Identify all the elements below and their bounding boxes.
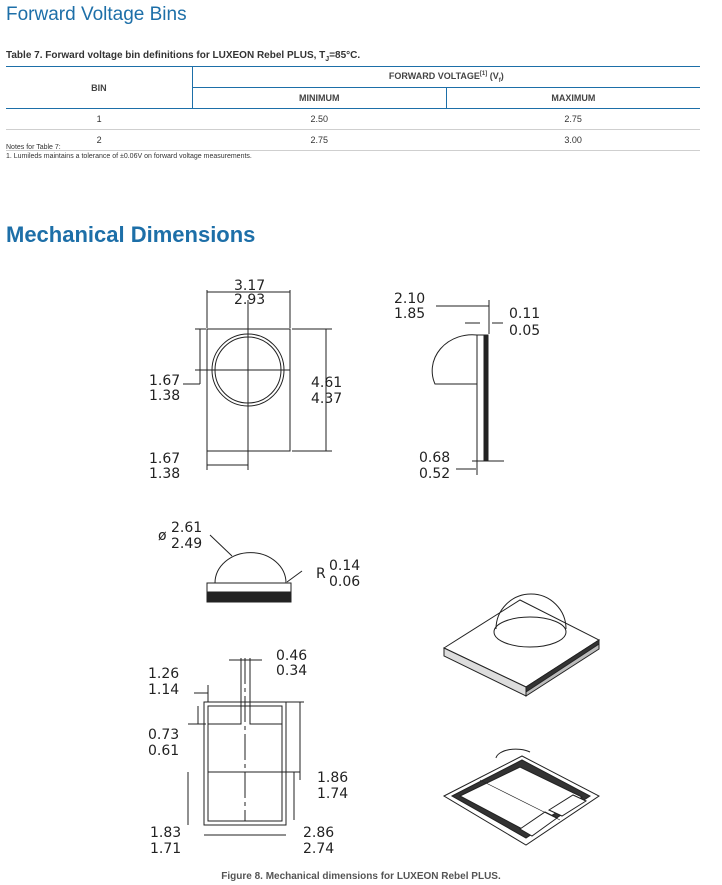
dim-dome-diameter-max: 2.61 — [171, 520, 203, 536]
dim-pad-width-min: 1.14 — [148, 682, 180, 698]
mechanical-drawing — [0, 260, 722, 870]
bottom-pad-right — [250, 706, 282, 724]
header-unit-close: ) — [500, 70, 504, 81]
dim-top-dome-offset2-max: 1.67 — [149, 451, 181, 467]
isometric-top-view — [444, 594, 599, 696]
dim-thermal-width-max: 1.83 — [150, 825, 182, 841]
section-heading-forward-voltage-bins: Forward Voltage Bins — [6, 4, 187, 25]
dim-side-thickness-min: 0.05 — [509, 323, 541, 339]
dim-thermal-width-min: 1.71 — [150, 841, 182, 857]
cell-max: 3.00 — [564, 135, 582, 145]
dim-dome-diameter-min: 2.49 — [171, 536, 203, 552]
dim-pad-width-max: 1.26 — [148, 666, 180, 682]
table-row — [6, 109, 700, 130]
iso-top-substrate — [444, 600, 599, 687]
figure-caption: Figure 8. Mechanical dimensions for LUXEON Rebel PLUS. — [221, 871, 501, 882]
dim-side-base-min: 0.52 — [419, 466, 451, 482]
side-view-dome — [432, 335, 477, 384]
cell-bin: 2 — [96, 135, 102, 145]
dim-top-dome-offset-min: 1.38 — [149, 388, 181, 404]
table-notes — [6, 143, 252, 161]
table-caption-tail: =85°C. — [329, 50, 361, 61]
bottom-pad-left — [208, 706, 241, 724]
table-header-row-1 — [6, 67, 700, 88]
header-bin: BIN — [6, 67, 192, 109]
dim-pad-height-min: 0.61 — [148, 743, 180, 759]
cell-bin: 1 — [96, 114, 102, 124]
header-minimum: MINIMUM — [192, 88, 446, 109]
dim-side-thickness-max: 0.11 — [509, 306, 541, 322]
header-unit-sub: f — [498, 77, 501, 84]
dim-top-height-max: 4.61 — [311, 375, 343, 391]
dim-radius-max: 0.14 — [329, 558, 361, 574]
forward-voltage-bin-table — [6, 66, 700, 151]
iso-bottom-dome — [496, 749, 530, 758]
dim-dome-diameter-symbol: ø — [158, 528, 167, 544]
notes-title: Notes for Table 7: — [6, 144, 61, 151]
header-footnote-ref: [1] — [479, 70, 488, 77]
dim-pad-gap-min: 0.34 — [276, 663, 308, 679]
dim-thermal-height-max: 1.86 — [317, 770, 349, 786]
table-caption-text: Table 7. Forward voltage bin definitions for LUXEON Rebel PLUS, T — [6, 50, 326, 61]
front-view-dome — [215, 553, 286, 583]
dim-top-width-min: 2.93 — [234, 292, 266, 308]
table-caption — [6, 50, 360, 63]
side-view-body — [477, 335, 484, 461]
dim-side-height-min: 1.85 — [394, 306, 426, 322]
dim-thermal-offset-min: 2.74 — [303, 841, 335, 857]
dim-side-base-max: 0.68 — [419, 450, 451, 466]
isometric-bottom-view — [444, 749, 599, 845]
top-view — [149, 278, 342, 482]
iso-top-dome — [496, 594, 566, 629]
header-forward-voltage — [192, 67, 700, 88]
table-caption-sub: J — [325, 56, 330, 63]
dim-side-height-max: 2.10 — [394, 291, 426, 307]
dim-top-width-max: 3.17 — [234, 278, 266, 294]
dim-radius-min: 0.06 — [329, 574, 361, 590]
bottom-view — [148, 648, 348, 857]
dim-radius-symbol: R — [316, 566, 326, 582]
notes-item: 1. Lumileds maintains a tolerance of ±0.06V on forward voltage measurements. — [6, 153, 252, 160]
section-heading-mechanical-dimensions: Mechanical Dimensions — [6, 222, 256, 247]
front-view — [158, 520, 360, 602]
dim-pad-height-max: 0.73 — [148, 727, 180, 743]
dim-top-height-min: 4.37 — [311, 391, 343, 407]
header-unit-open: (V — [487, 70, 499, 81]
dim-top-dome-offset2-min: 1.38 — [149, 466, 181, 482]
dim-thermal-height-min: 1.74 — [317, 786, 349, 802]
side-view — [394, 291, 540, 482]
cell-min: 2.50 — [310, 114, 329, 124]
front-view-substrate — [207, 583, 291, 592]
dim-pad-gap-max: 0.46 — [276, 648, 308, 664]
cell-max: 2.75 — [564, 114, 582, 124]
dim-thermal-offset-max: 2.86 — [303, 825, 335, 841]
dim-top-dome-offset-max: 1.67 — [149, 373, 181, 389]
header-maximum: MAXIMUM — [446, 88, 700, 109]
header-forward-voltage-label: FORWARD VOLTAGE — [388, 70, 480, 81]
cell-min: 2.75 — [310, 135, 329, 145]
